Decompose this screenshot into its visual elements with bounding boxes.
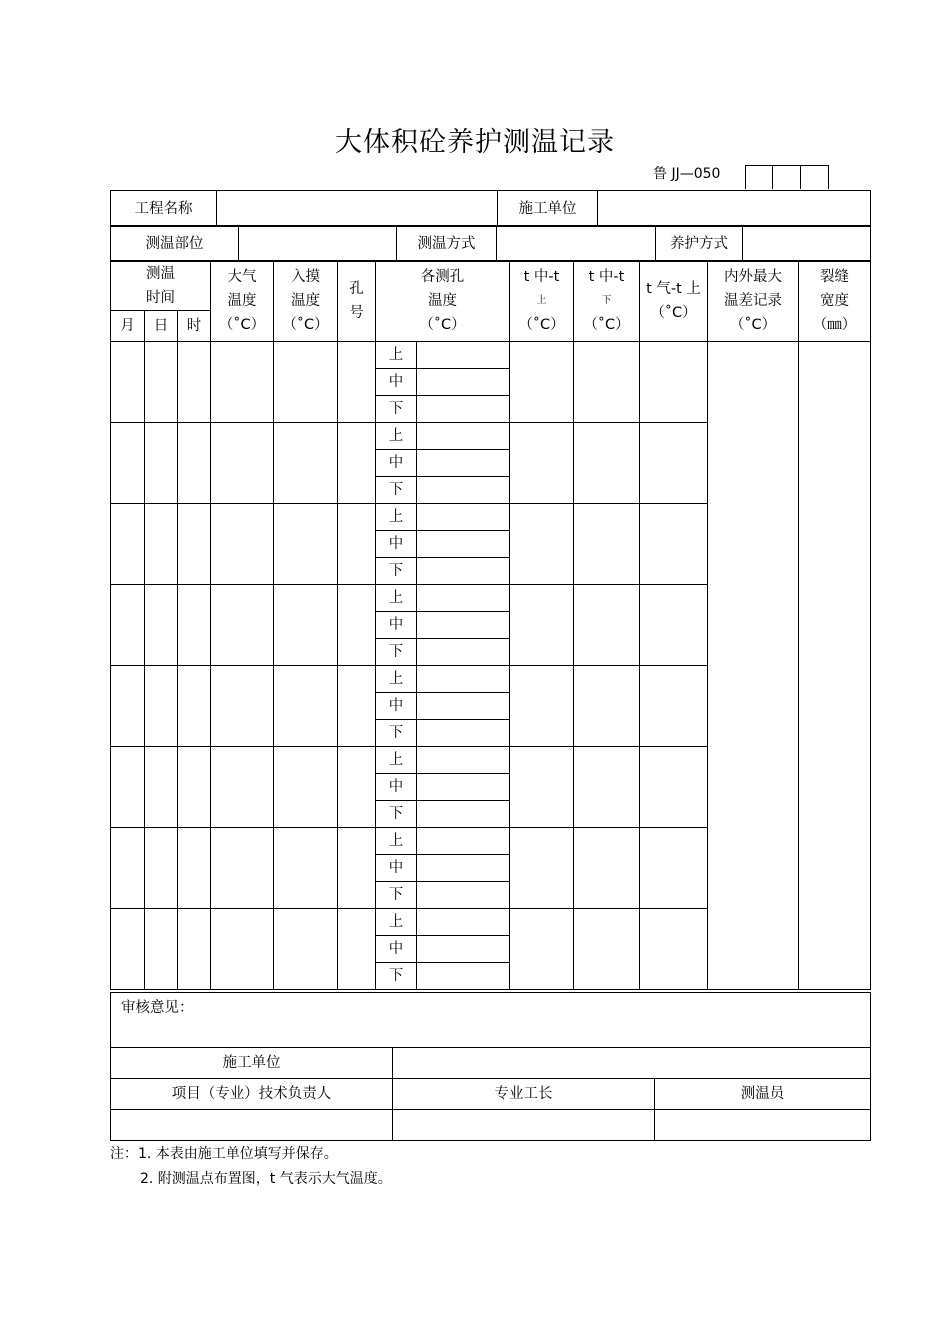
hole-temp-cell[interactable] <box>417 585 510 612</box>
position-label: 上 <box>376 909 417 936</box>
atm-temp-cell[interactable] <box>211 423 274 504</box>
hole-temp-cell[interactable] <box>417 450 510 477</box>
crack-line1: 裂缝 <box>820 269 849 285</box>
hole-number-cell[interactable] <box>338 504 376 585</box>
position-label: 中 <box>376 936 417 963</box>
position-label: 下 <box>376 558 417 585</box>
day-cell[interactable] <box>145 342 178 423</box>
code-box-2[interactable] <box>772 165 801 189</box>
diff-mid-bottom-cell[interactable] <box>574 585 640 666</box>
mold-temp-cell[interactable] <box>274 909 338 990</box>
location-field[interactable] <box>239 226 397 262</box>
atm-temp-cell[interactable] <box>211 504 274 585</box>
hole-temp-cell[interactable] <box>417 693 510 720</box>
month-cell[interactable] <box>111 342 145 423</box>
position-label: 下 <box>376 720 417 747</box>
footer-table <box>110 992 871 1141</box>
diff-mid-bottom-cell[interactable] <box>574 423 640 504</box>
atm-temp-cell[interactable] <box>211 666 274 747</box>
hour-header: 时 <box>178 311 211 342</box>
hour-cell[interactable] <box>178 585 211 666</box>
diff-air-top-cell[interactable] <box>640 909 708 990</box>
day-cell[interactable] <box>145 666 178 747</box>
diff-mid-top-cell[interactable] <box>510 504 574 585</box>
diff-mid-bottom-cell[interactable] <box>574 909 640 990</box>
diff-mid-top-cell[interactable] <box>510 828 574 909</box>
diff-mid-bottom-header <box>574 261 640 342</box>
info-row-1 <box>110 190 871 227</box>
mold-line2: 温度 <box>291 293 320 309</box>
each-line2: 温度 <box>428 293 457 309</box>
diff-air-top-cell[interactable] <box>640 666 708 747</box>
time-header <box>111 261 211 311</box>
position-label: 上 <box>376 504 417 531</box>
position-label: 中 <box>376 774 417 801</box>
mold-temp-header <box>274 261 338 342</box>
method-field[interactable] <box>497 226 656 262</box>
time-header-line2: 时间 <box>146 289 175 306</box>
mold-temp-cell[interactable] <box>274 828 338 909</box>
hole-line2: 号 <box>349 305 364 321</box>
hole-number-cell[interactable] <box>338 747 376 828</box>
diff-mid-bottom-cell[interactable] <box>574 828 640 909</box>
hole-number-header <box>338 261 376 342</box>
foreman-signature[interactable] <box>393 1110 655 1141</box>
note-1: 注：1. 本表由施工单位填写并保存。 <box>110 1146 338 1162</box>
month-cell[interactable] <box>111 828 145 909</box>
position-label: 下 <box>376 396 417 423</box>
diff-mid-top-cell[interactable] <box>510 423 574 504</box>
code-box-1[interactable] <box>745 165 773 189</box>
each-unit: （˚C） <box>419 317 466 333</box>
tech-lead-signature[interactable] <box>111 1110 393 1141</box>
atm-temp-cell[interactable] <box>211 342 274 423</box>
time-header-line1: 测温 <box>146 265 175 282</box>
crack-unit: （㎜） <box>812 317 857 333</box>
day-cell[interactable] <box>145 747 178 828</box>
project-name-field[interactable] <box>217 191 498 227</box>
atm-temp-header <box>211 261 274 342</box>
construction-unit-label: 施工单位 <box>498 191 598 227</box>
hole-temp-cell[interactable] <box>417 828 510 855</box>
recorder-signature[interactable] <box>655 1110 871 1141</box>
mold-temp-cell[interactable] <box>274 504 338 585</box>
diff-air-top-cell[interactable] <box>640 423 708 504</box>
hole-temp-cell[interactable] <box>417 909 510 936</box>
mold-unit: （˚C） <box>282 317 329 333</box>
day-cell[interactable] <box>145 585 178 666</box>
hole-temp-cell[interactable] <box>417 504 510 531</box>
mold-line1: 入摸 <box>291 269 320 285</box>
diff-mid-bottom-cell[interactable] <box>574 666 640 747</box>
hole-temp-cell[interactable] <box>417 882 510 909</box>
each-hole-temp-header <box>376 261 510 342</box>
day-header: 日 <box>145 311 178 342</box>
day-cell[interactable] <box>145 909 178 990</box>
month-cell[interactable] <box>111 666 145 747</box>
diff-mid-top-cell[interactable] <box>510 342 574 423</box>
each-line1: 各测孔 <box>420 269 465 285</box>
hour-cell[interactable] <box>178 666 211 747</box>
max-diff-header <box>708 261 799 342</box>
hole-temp-cell[interactable] <box>417 612 510 639</box>
max-diff-cell[interactable] <box>708 342 799 990</box>
position-label: 下 <box>376 963 417 990</box>
position-label: 中 <box>376 450 417 477</box>
page-title: 大体积砼养护测温记录 <box>335 127 615 158</box>
construction-unit-field[interactable] <box>598 191 871 227</box>
unit-label: 施工单位 <box>111 1048 393 1079</box>
hole-number-cell[interactable] <box>338 909 376 990</box>
d2-main: t 中-t <box>588 269 625 285</box>
hole-temp-cell[interactable] <box>417 801 510 828</box>
month-header: 月 <box>111 311 145 342</box>
diff-air-top-cell[interactable] <box>640 585 708 666</box>
mold-temp-cell[interactable] <box>274 423 338 504</box>
d1-unit: （˚C） <box>518 317 565 333</box>
diff-air-top-header <box>640 261 708 342</box>
diff-mid-bottom-cell[interactable] <box>574 342 640 423</box>
temperature-table <box>110 260 871 990</box>
diff-mid-top-cell[interactable] <box>510 747 574 828</box>
hole-number-cell[interactable] <box>338 666 376 747</box>
hole-line1: 孔 <box>349 281 364 297</box>
position-label: 中 <box>376 855 417 882</box>
hole-temp-cell[interactable] <box>417 477 510 504</box>
hole-temp-cell[interactable] <box>417 774 510 801</box>
position-label: 上 <box>376 342 417 369</box>
position-label: 下 <box>376 801 417 828</box>
hole-number-cell[interactable] <box>338 423 376 504</box>
hour-cell[interactable] <box>178 747 211 828</box>
max-line2: 温差记录 <box>724 293 782 309</box>
hole-temp-cell[interactable] <box>417 531 510 558</box>
note-2: 2. 附测温点布置图，t 气表示大气温度。 <box>140 1171 392 1187</box>
review-opinion[interactable]: 审核意见： <box>111 993 871 1048</box>
hole-temp-cell[interactable] <box>417 396 510 423</box>
atm-temp-cell[interactable] <box>211 909 274 990</box>
crack-width-header <box>799 261 871 342</box>
hole-temp-cell[interactable] <box>417 963 510 990</box>
hole-temp-cell[interactable] <box>417 369 510 396</box>
hole-number-cell[interactable] <box>338 342 376 423</box>
diff-mid-top-cell[interactable] <box>510 909 574 990</box>
d2-sub: 下 <box>601 295 612 306</box>
foreman-label: 专业工长 <box>393 1079 655 1110</box>
hole-temp-cell[interactable] <box>417 855 510 882</box>
d3-main: t 气-t 上 <box>646 281 701 297</box>
position-label: 上 <box>376 747 417 774</box>
diff-mid-bottom-cell[interactable] <box>574 504 640 585</box>
hole-temp-cell[interactable] <box>417 747 510 774</box>
atm-temp-cell[interactable] <box>211 828 274 909</box>
diff-air-top-cell[interactable] <box>640 828 708 909</box>
hole-temp-cell[interactable] <box>417 639 510 666</box>
hole-temp-cell[interactable] <box>417 720 510 747</box>
mold-temp-cell[interactable] <box>274 747 338 828</box>
d1-sub: 上 <box>536 295 547 306</box>
hour-cell[interactable] <box>178 423 211 504</box>
diff-air-top-cell[interactable] <box>640 747 708 828</box>
atm-line1: 大气 <box>227 269 257 285</box>
day-cell[interactable] <box>145 423 178 504</box>
position-label: 下 <box>376 477 417 504</box>
position-label: 上 <box>376 585 417 612</box>
crack-line2: 宽度 <box>820 293 849 309</box>
hole-number-cell[interactable] <box>338 585 376 666</box>
atm-line2: 温度 <box>227 293 257 309</box>
position-label: 中 <box>376 693 417 720</box>
hole-temp-cell[interactable] <box>417 423 510 450</box>
max-line1: 内外最大 <box>724 269 782 285</box>
info-row-2 <box>110 225 871 262</box>
hour-cell[interactable] <box>178 909 211 990</box>
diff-air-top-cell[interactable] <box>640 342 708 423</box>
hour-cell[interactable] <box>178 828 211 909</box>
position-label: 中 <box>376 369 417 396</box>
position-label: 中 <box>376 612 417 639</box>
position-label: 中 <box>376 531 417 558</box>
hour-cell[interactable] <box>178 342 211 423</box>
position-label: 上 <box>376 828 417 855</box>
form-code: 鲁 JJ—050 <box>653 166 721 182</box>
diff-mid-bottom-cell[interactable] <box>574 747 640 828</box>
position-label: 上 <box>376 423 417 450</box>
project-name-label: 工程名称 <box>111 191 217 227</box>
atm-temp-cell[interactable] <box>211 585 274 666</box>
atm-temp-cell[interactable] <box>211 747 274 828</box>
position-label: 上 <box>376 666 417 693</box>
location-label: 测温部位 <box>111 226 239 262</box>
hole-temp-cell[interactable] <box>417 666 510 693</box>
d1-main: t 中-t <box>523 269 560 285</box>
table-row <box>111 342 871 369</box>
d3-unit: （˚C） <box>650 305 697 321</box>
atm-unit: （˚C） <box>218 317 266 333</box>
mold-temp-cell[interactable] <box>274 666 338 747</box>
month-cell[interactable] <box>111 423 145 504</box>
day-cell[interactable] <box>145 504 178 585</box>
day-cell[interactable] <box>145 828 178 909</box>
diff-air-top-cell[interactable] <box>640 504 708 585</box>
hole-temp-cell[interactable] <box>417 342 510 369</box>
month-cell[interactable] <box>111 909 145 990</box>
d2-unit: （˚C） <box>583 317 630 333</box>
hour-cell[interactable] <box>178 504 211 585</box>
month-cell[interactable] <box>111 747 145 828</box>
max-unit: （˚C） <box>729 317 777 333</box>
position-label: 下 <box>376 639 417 666</box>
curing-label: 养护方式 <box>656 226 743 262</box>
crack-width-cell[interactable] <box>799 342 871 990</box>
position-label: 下 <box>376 882 417 909</box>
diff-mid-top-header <box>510 261 574 342</box>
hole-number-cell[interactable] <box>338 828 376 909</box>
tech-lead-label: 项目（专业）技术负责人 <box>111 1079 393 1110</box>
hole-temp-cell[interactable] <box>417 558 510 585</box>
unit-field[interactable] <box>393 1048 871 1079</box>
mold-temp-cell[interactable] <box>274 585 338 666</box>
code-box-3[interactable] <box>800 165 829 189</box>
method-label: 测温方式 <box>397 226 497 262</box>
diff-mid-top-cell[interactable] <box>510 666 574 747</box>
mold-temp-cell[interactable] <box>274 342 338 423</box>
month-cell[interactable] <box>111 585 145 666</box>
recorder-label: 测温员 <box>655 1079 871 1110</box>
diff-mid-top-cell[interactable] <box>510 585 574 666</box>
curing-field[interactable] <box>743 226 871 262</box>
month-cell[interactable] <box>111 504 145 585</box>
hole-temp-cell[interactable] <box>417 936 510 963</box>
